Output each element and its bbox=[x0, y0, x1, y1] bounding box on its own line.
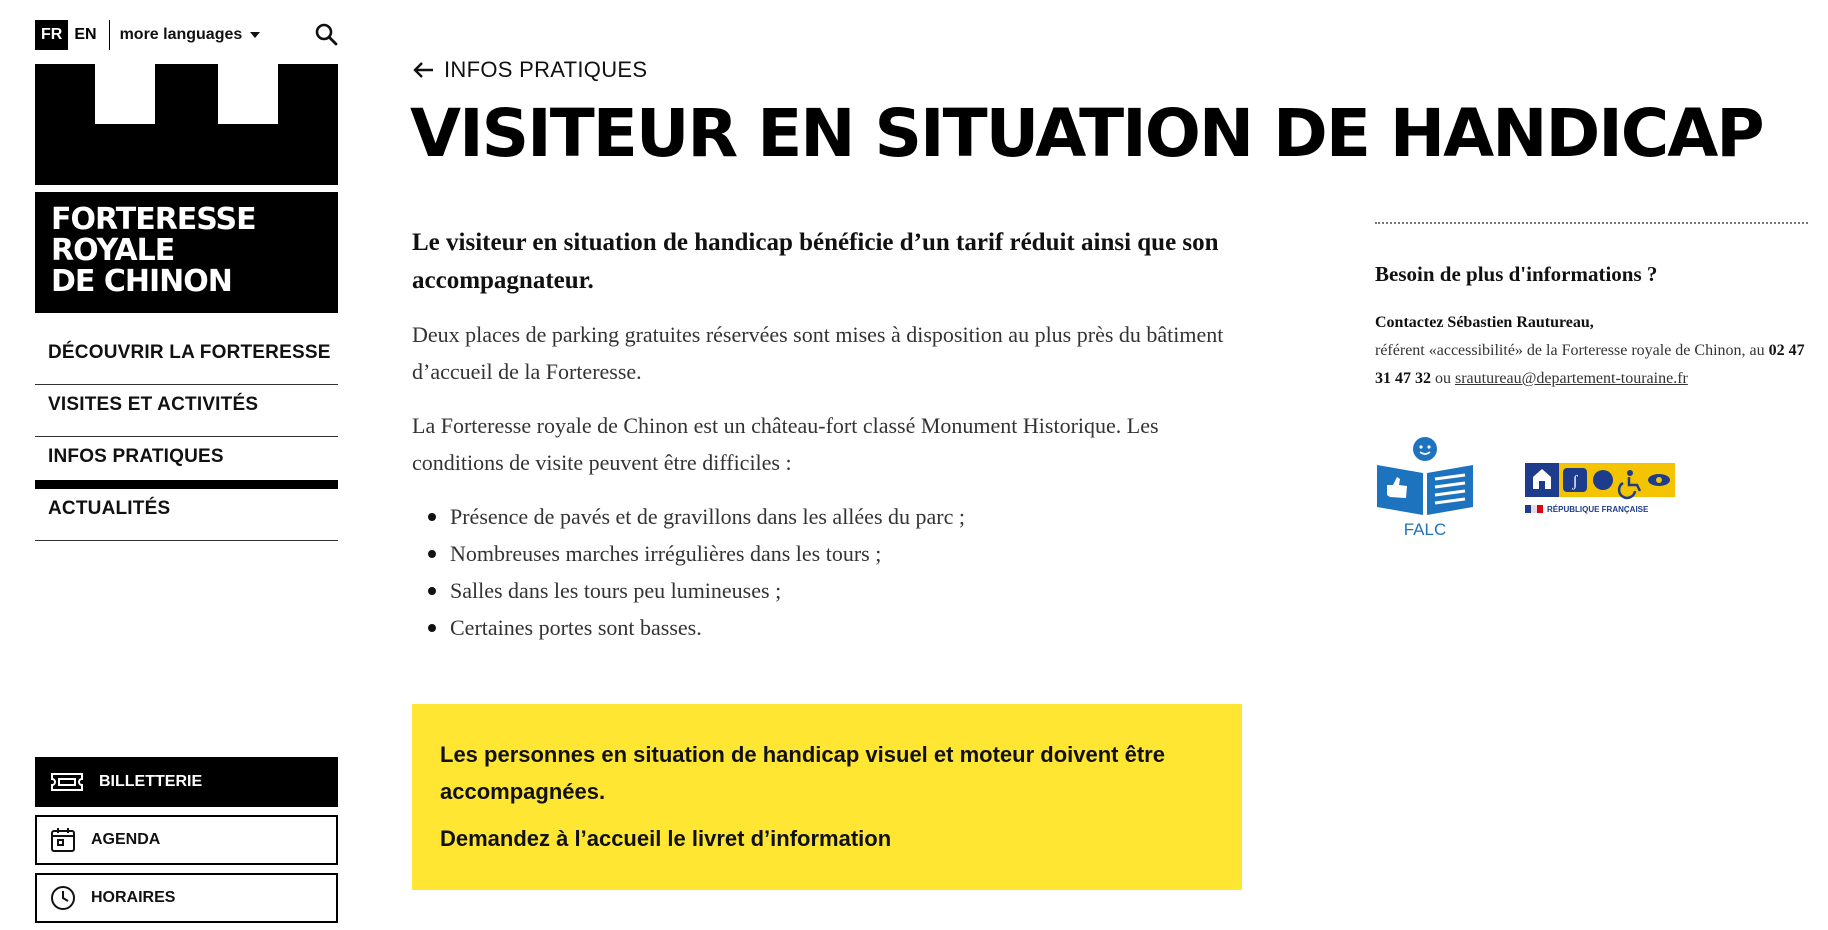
contact-or: ou bbox=[1431, 370, 1455, 387]
contact-phone[interactable]: 02 47 31 47 32 bbox=[1375, 342, 1805, 387]
logo-crenel bbox=[218, 64, 278, 124]
logo-gap bbox=[35, 185, 338, 192]
search-button[interactable] bbox=[314, 22, 340, 48]
language-bar bbox=[35, 20, 340, 50]
contact-name: Contactez Sébastien Rautureau, bbox=[1375, 314, 1594, 331]
horaires-button[interactable] bbox=[35, 873, 338, 923]
lead-paragraph: Le visiteur en situation de handicap bénéficie d’un tarif réduit ainsi que son accompagnateur. bbox=[412, 229, 1219, 294]
billetterie-button[interactable] bbox=[35, 757, 338, 807]
site-logo[interactable] bbox=[35, 64, 338, 313]
contact-email-link[interactable]: srautureau@departement-touraine.fr bbox=[1455, 370, 1688, 387]
falc-label: FALC bbox=[1403, 520, 1447, 539]
more-languages-label: more languages bbox=[119, 26, 243, 43]
more-languages-dropdown[interactable] bbox=[120, 26, 261, 44]
lang-en[interactable]: EN bbox=[74, 26, 97, 43]
agenda-button[interactable] bbox=[35, 815, 338, 865]
contact-aside bbox=[1375, 222, 1808, 540]
conditions-list bbox=[412, 498, 1242, 646]
republique-label: RÉPUBLIQUE FRANÇAISE bbox=[1547, 505, 1649, 514]
contact-description: référent «accessibilité» de la Forteresse royale de Chinon, au bbox=[1375, 342, 1769, 359]
main-nav bbox=[35, 333, 338, 541]
list-item: Présence de pavés et de gravillons dans les allées du parc ; bbox=[412, 498, 1242, 535]
agenda-label: AGENDA bbox=[91, 831, 161, 848]
page-title: VISITEUR EN SITUATION DE HANDICAP bbox=[410, 95, 1763, 172]
svg-text:ʃ: ʃ bbox=[1572, 473, 1578, 490]
horaires-label: HORAIRES bbox=[91, 889, 176, 906]
logo-crenel bbox=[95, 64, 155, 124]
nav-item-infos-pratiques[interactable]: INFOS PRATIQUES bbox=[35, 437, 338, 489]
falc-logo bbox=[1375, 435, 1475, 540]
back-link[interactable] bbox=[412, 57, 647, 83]
list-item: Salles dans les tours peu lumineuses ; bbox=[412, 572, 1242, 609]
tourisme-handicap-logo bbox=[1525, 463, 1675, 523]
contact-text bbox=[1375, 309, 1808, 393]
main-content bbox=[412, 224, 1242, 646]
list-item: Nombreuses marches irrégulières dans les tours ; bbox=[412, 535, 1242, 572]
lang-fr[interactable]: FR bbox=[35, 20, 68, 50]
divider bbox=[109, 20, 110, 50]
ticket-icon bbox=[49, 770, 85, 794]
quick-links bbox=[35, 757, 338, 930]
nav-item-visites[interactable]: VISITES ET ACTIVITÉS bbox=[35, 385, 338, 437]
info-callout bbox=[412, 704, 1242, 890]
list-item: Certaines portes sont basses. bbox=[412, 609, 1242, 646]
billetterie-label: BILLETTERIE bbox=[99, 773, 203, 790]
nav-item-actualites[interactable]: ACTUALITÉS bbox=[35, 489, 338, 541]
clock-icon bbox=[49, 884, 77, 912]
accessibility-logos bbox=[1375, 435, 1808, 540]
callout-line-1: Les personnes en situation de handicap visuel et moteur doivent être accompagnées. bbox=[440, 742, 1165, 804]
callout-line-2: Demandez à l’accueil le livret d’information bbox=[440, 826, 892, 851]
logo-text: FORTERESSE ROYALE DE CHINON bbox=[51, 202, 256, 299]
parking-paragraph: Deux places de parking gratuites réservées sont mises à disposition au plus près du bâtiment d’accueil de la Forteresse. bbox=[412, 322, 1224, 384]
back-link-label: INFOS PRATIQUES bbox=[444, 57, 648, 82]
aside-title: Besoin de plus d'informations ? bbox=[1375, 262, 1658, 286]
search-icon bbox=[314, 22, 338, 46]
calendar-icon bbox=[49, 826, 77, 854]
arrow-left-icon bbox=[412, 61, 434, 79]
conditions-paragraph: La Forteresse royale de Chinon est un château-fort classé Monument Historique. Les conditions de visite peuvent être difficiles : bbox=[412, 413, 1159, 475]
nav-item-decouvrir[interactable]: DÉCOUVRIR LA FORTERESSE bbox=[35, 333, 338, 385]
caret-down-icon bbox=[250, 32, 260, 38]
